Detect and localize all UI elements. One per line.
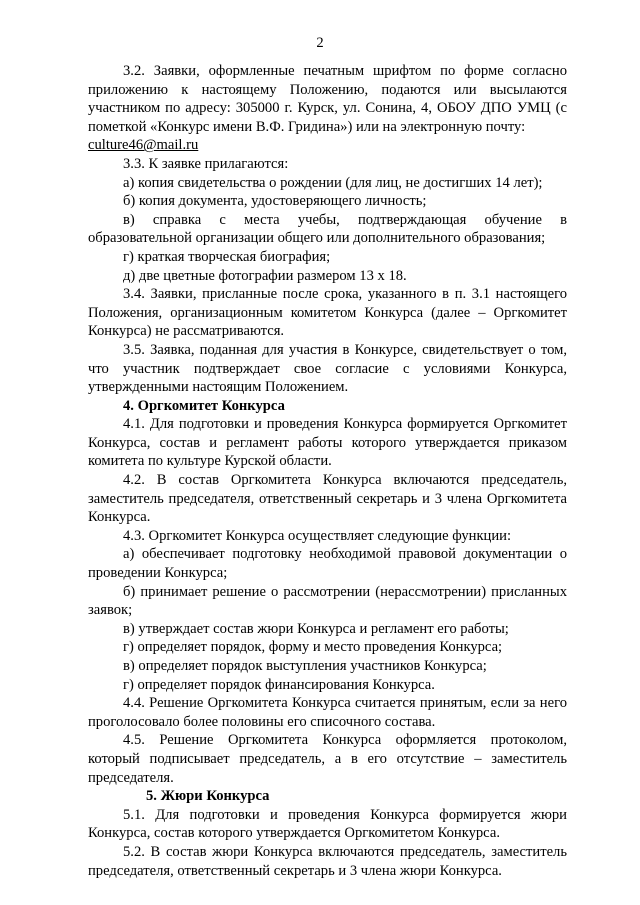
page-number: 2	[316, 35, 324, 51]
paragraph-3-2: 3.2. Заявки, оформленные печатным шрифтом по форме согласно приложению к настоящему Положению, подаются или высылаются участником по адресу: 305000 г. Курск, ул. Сонина, 4, ОБОУ ДПО УМЦ (с пометкой «Конкурс имени В.Ф. Гридина») или на электронную почту:	[88, 63, 567, 135]
item-3-3-v: в) справка с места учебы, подтверждающая обучение в образовательной организации общего или дополнительного образования;	[88, 211, 567, 247]
item-4-3-v2: в) определяет порядок выступления участников Конкурса;	[123, 658, 487, 674]
item-4-3-v: в) утверждает состав жюри Конкурса и регламент его работы;	[123, 620, 509, 637]
section-4-heading: 4. Оргкомитет Конкурса	[123, 397, 285, 414]
item-3-3-d: д) две цветные фотографии размером 13 х 18.	[123, 267, 407, 284]
paragraph-3-4: 3.4. Заявки, присланные после срока, указанного в п. 3.1 настоящего Положения, организационным комитетом Конкурса (далее – Оргкомитет Конкурса) не рассматриваются.	[88, 286, 567, 340]
paragraph-4-4: 4.4. Решение Оргкомитета Конкурса считается принятым, если за него проголосовало более половины его списочного состава.	[88, 695, 567, 730]
item-3-3-a: а) копия свидетельства о рождении (для лиц, не достигших 14 лет);	[123, 174, 543, 191]
item-4-3-a: а) обеспечивает подготовку необходимой правовой документации о проведении Конкурса;	[88, 546, 567, 582]
document-body	[88, 62, 567, 880]
paragraph-5-1: 5.1. Для подготовки и проведения Конкурса формируется жюри Конкурса, состав которого утверждается Оргкомитетом Конкурса.	[88, 806, 567, 842]
paragraph-4-3: 4.3. Оргкомитет Конкурса осуществляет следующие функции:	[123, 527, 512, 544]
paragraph-4-5: 4.5. Решение Оргкомитета Конкурса оформляется протоколом, который подписывает председатель, а в его отсутствие – заместитель председателя.	[88, 732, 567, 786]
item-3-3-b: б) копия документа, удостоверяющего личность;	[123, 193, 427, 210]
email-link-text[interactable]: culture46@mail.ru	[88, 137, 199, 154]
paragraph-3-3: 3.3. К заявке прилагаются:	[123, 155, 289, 172]
item-4-3-b: б) принимает решение о рассмотрении (нерассмотрении) присланных заявок;	[88, 583, 567, 619]
item-4-3-g2: г) определяет порядок финансирования Конкурса.	[123, 676, 435, 693]
section-5-heading: 5. Жюри Конкурса	[146, 788, 270, 805]
item-4-3-g1: г) определяет порядок, форму и место проведения Конкурса;	[123, 639, 503, 656]
item-3-3-g: г) краткая творческая биография;	[123, 248, 331, 265]
paragraph-4-2: 4.2. В состав Оргкомитета Конкурса включаются председатель, заместитель председателя, ответственный секретарь и 3 члена Оргкомитета Конкурса.	[88, 472, 567, 526]
paragraph-3-5: 3.5. Заявка, поданная для участия в Конкурсе, свидетельствует о том, что участник подтверждает свое согласие с условиями Конкурса, утвержденными настоящим Положением.	[88, 341, 567, 396]
paragraph-5-2: 5.2. В состав жюри Конкурса включаются председатель, заместитель председателя, ответственный секретарь и 3 члена жюри Конкурса.	[88, 843, 567, 879]
email-link[interactable]	[88, 136, 567, 155]
paragraph-4-1: 4.1. Для подготовки и проведения Конкурса формируется Оргкомитет Конкурса, состав и регламент работы которого утверждается приказом комитета по культуре Курской области.	[88, 416, 567, 470]
